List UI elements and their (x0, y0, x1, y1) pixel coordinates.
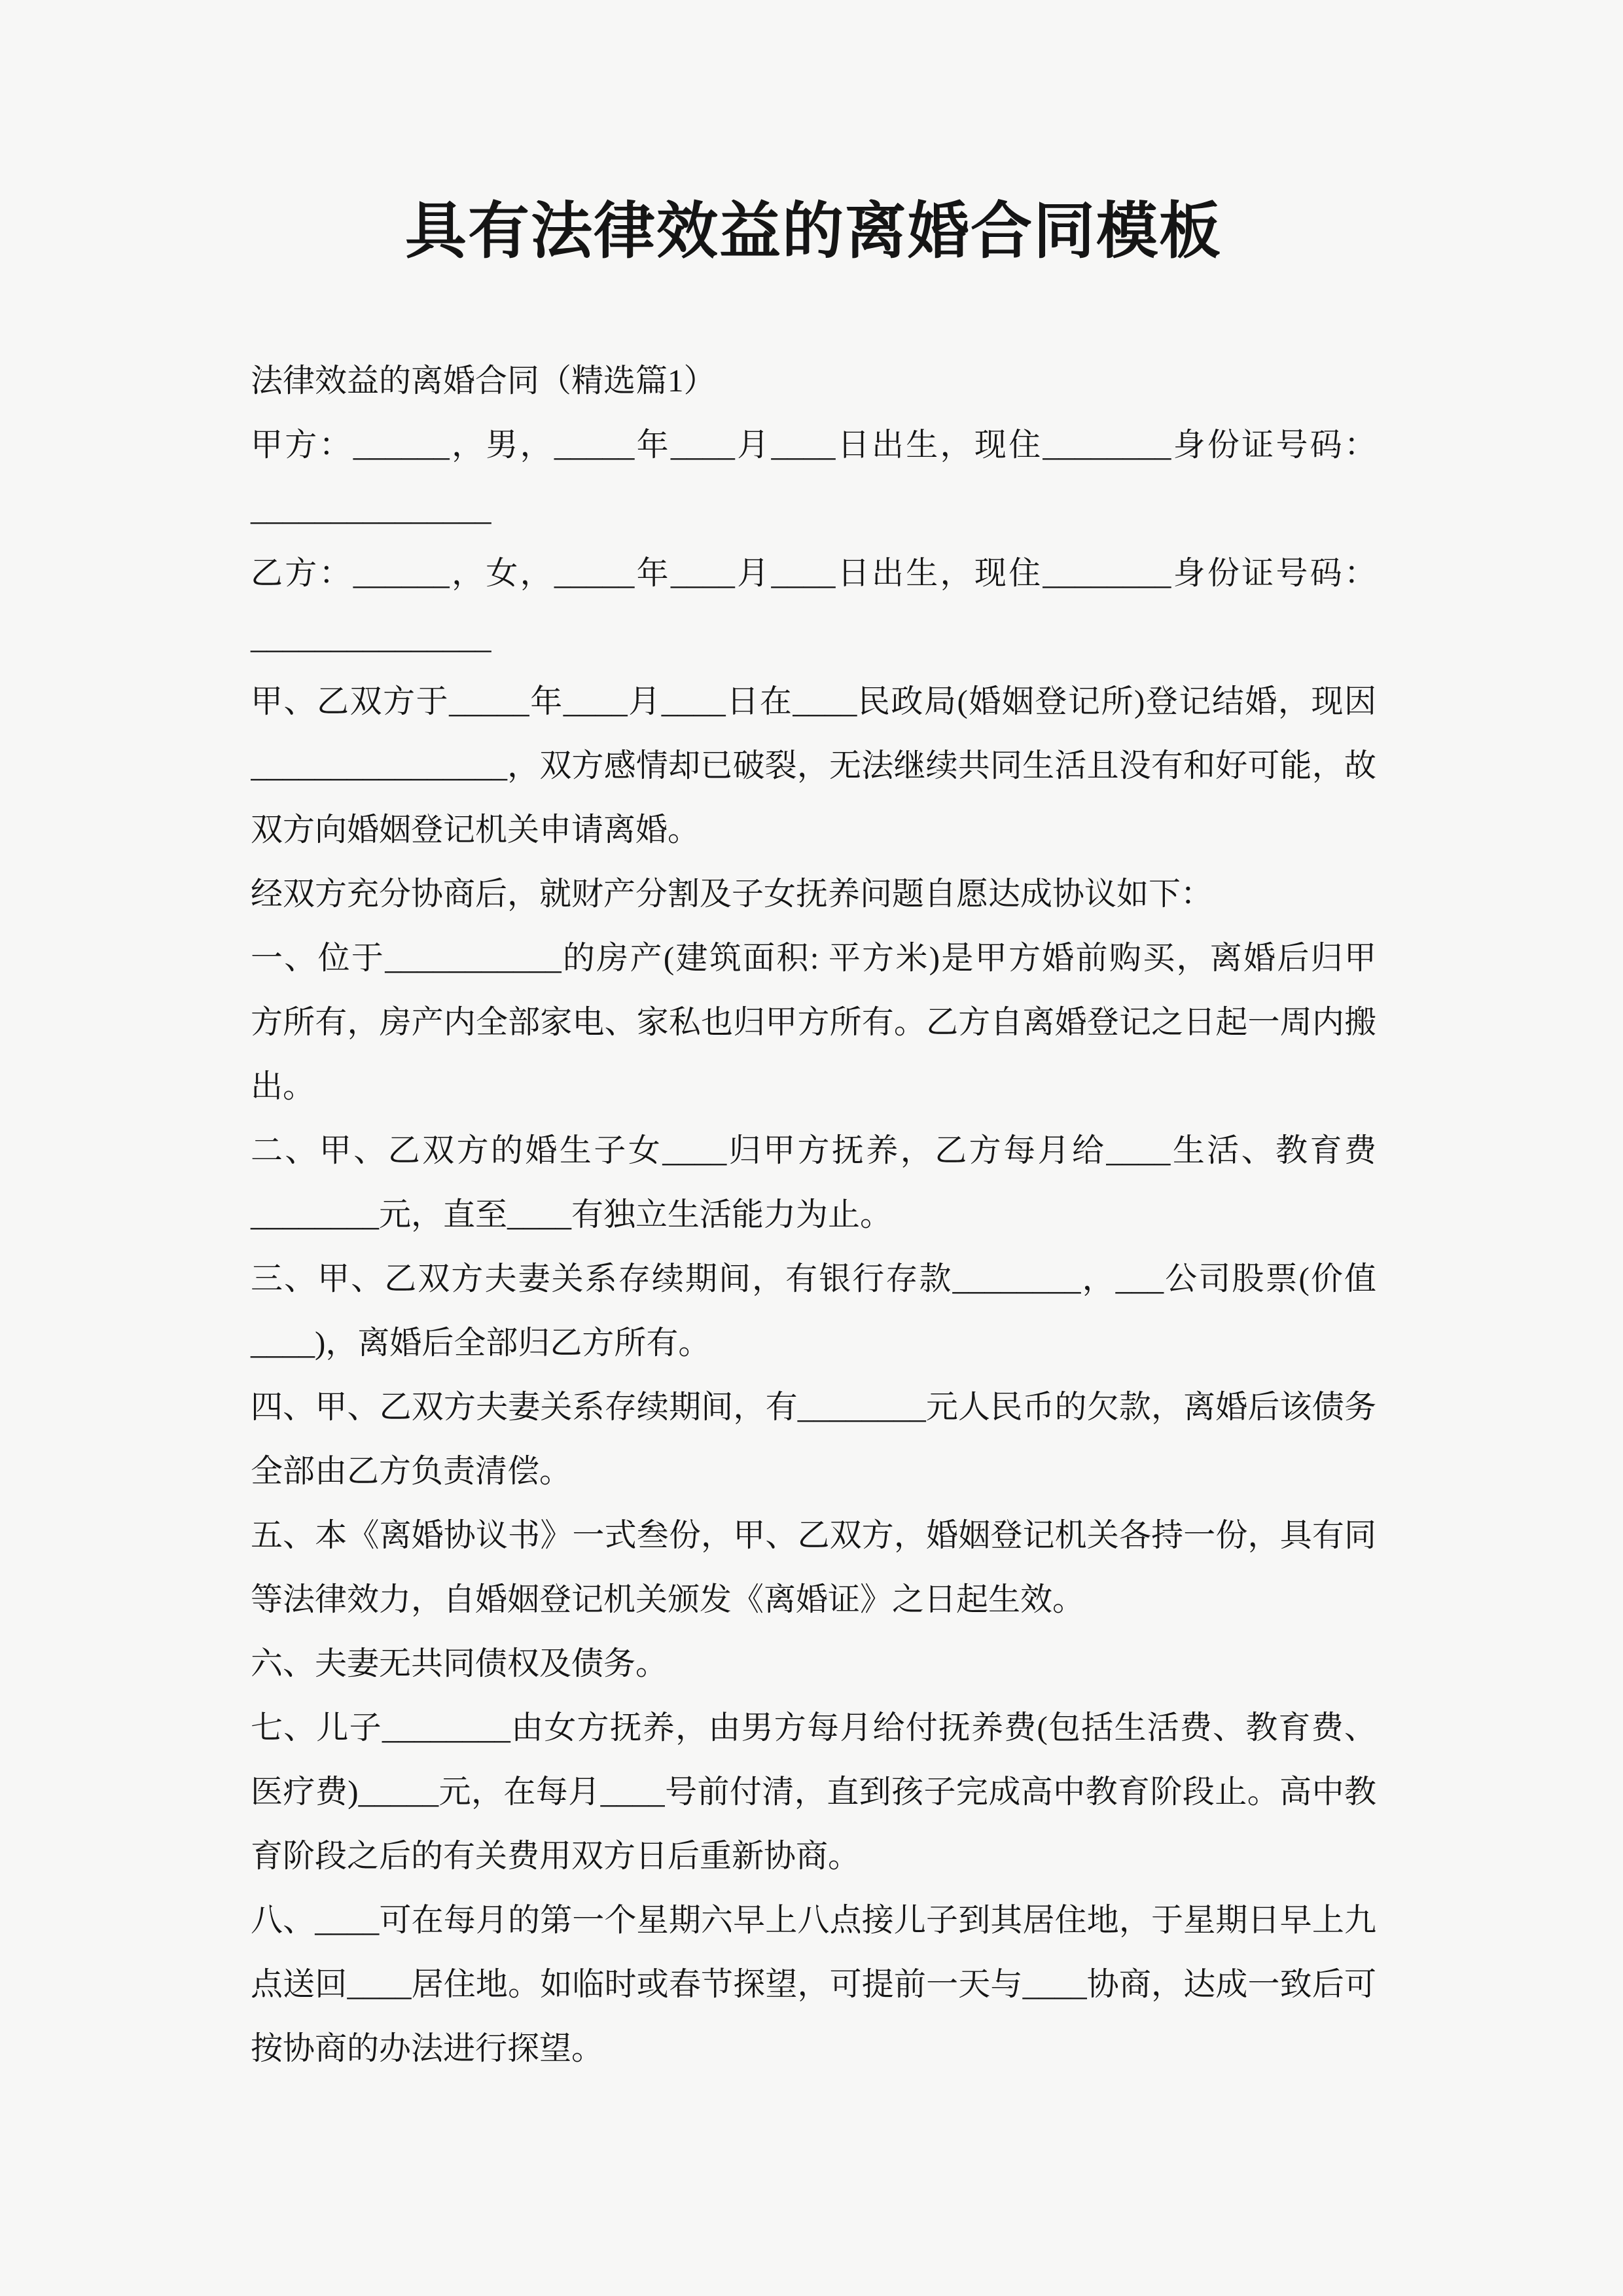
document-line-15: 三、甲、乙双方夫妻关系存续期间，有银行存款________，___公司股票(价值 (251, 1261, 1376, 1297)
document-line-13: 二、甲、乙双方的婚生子女____归甲方抚养，乙方每月给____生活、教育费 (251, 1132, 1376, 1168)
document-line-24: 育阶段之后的有关费用双方日后重新协商。 (251, 1838, 861, 1874)
document-line-19: 五、本《离婚协议书》一式叁份，甲、乙双方，婚姻登记机关各持一份，具有同 (251, 1517, 1376, 1553)
document-line-3: _______________ (251, 491, 491, 527)
document-line-7: ________________，双方感情却已破裂，无法继续共同生活且没有和好可能，故 (251, 747, 1376, 783)
document-title: 具有法律效益的离婚合同模板 (404, 198, 1222, 266)
document-line-5: _______________ (251, 619, 491, 655)
document-line-23: 医疗费)_____元，在每月____号前付清，直到孩子完成高中教育阶段止。高中教 (251, 1774, 1376, 1810)
document-line-10: 一、位于___________的房产(建筑面积: 平方米)是甲方婚前购买，离婚后归甲 (251, 940, 1376, 976)
document-line-18: 全部由乙方负责清偿。 (251, 1453, 572, 1489)
document-line-27: 按协商的办法进行探望。 (251, 2030, 604, 2066)
document-line-14: ________元，直至____有独立生活能力为止。 (251, 1196, 893, 1232)
document-line-17: 四、甲、乙双方夫妻关系存续期间，有________元人民币的欠款，离婚后该债务 (251, 1389, 1376, 1425)
document-line-1: 法律效益的离婚合同（精选篇1） (251, 363, 716, 399)
document-line-4: 乙方：______，女，_____年____月____日出生，现住________身份证号码： (251, 555, 1376, 591)
document-line-16: ____)，离婚后全部归乙方所有。 (251, 1325, 711, 1361)
document-line-6: 甲、乙双方于_____年____月____日在____民政局(婚姻登记所)登记结婚，现因 (251, 683, 1376, 719)
document-line-21: 六、夫妻无共同债权及债务。 (251, 1645, 668, 1681)
document-line-9: 经双方充分协商后，就财产分割及子女抚养问题自愿达成协议如下： (251, 876, 1213, 912)
document-line-11: 方所有，房产内全部家电、家私也归甲方所有。乙方自离婚登记之日起一周内搬 (251, 1004, 1376, 1040)
document-line-20: 等法律效力，自婚姻登记机关颁发《离婚证》之日起生效。 (251, 1581, 1085, 1617)
document-line-25: 八、____可在每月的第一个星期六早上八点接儿子到其居住地，于星期日早上九 (251, 1902, 1376, 1938)
document-line-22: 七、儿子________由女方抚养，由男方每月给付抚养费(包括生活费、教育费、 (251, 1710, 1376, 1746)
document-line-26: 点送回____居住地。如临时或春节探望，可提前一天与____协商，达成一致后可 (251, 1966, 1376, 2002)
document-line-2: 甲方：______，男，_____年____月____日出生，现住________身份证号码： (251, 427, 1376, 463)
document-line-8: 双方向婚姻登记机关申请离婚。 (251, 812, 700, 848)
document-body (251, 349, 1376, 2081)
document-line-12: 出。 (251, 1068, 315, 1104)
